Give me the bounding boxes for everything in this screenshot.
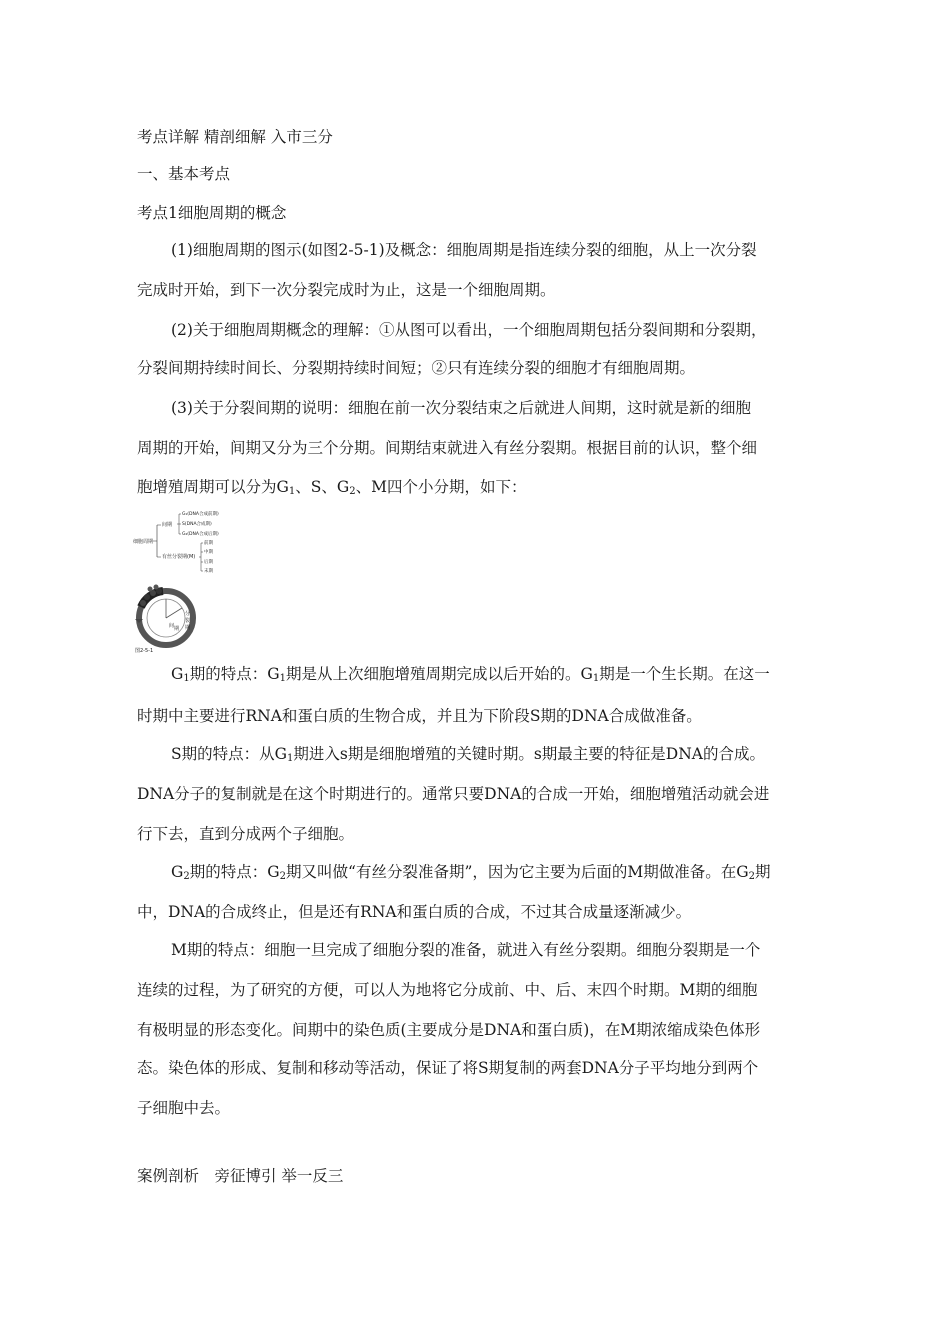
diagram-root-label: 细胞周期 [133,539,154,545]
diagram-stage-anaphase: 后期 [204,560,213,565]
s-paragraph-line-2: DNA分子的复制就是在这个时期进行的。通常只要DNA的合成一开始，细胞增殖活动就会进 [137,785,770,803]
diagram-g2-label: G₂(DNA合成后期) [182,532,219,537]
paragraph-3-line-2: 周期的开始，间期又分为三个分期。间期结束就进入有丝分裂期。根据目前的认识，整个细 [137,439,758,457]
paragraph-1-line-2: 完成时开始，到下一次分裂完成时为止，这是一个细胞周期。 [137,281,556,299]
paragraph-3-line-1: (3)关于分裂间期的说明：细胞在前一次分裂结束之后就进人间期，这时就是新的细胞 [171,399,751,417]
diagram-s-label: S(DNA合成期) [182,522,212,527]
g2-paragraph-line-2: 中，DNA的合成终止，但是还有RNA和蛋白质的合成，不过其合成量逐渐减少。 [137,903,692,921]
doc-title: 考点详解 精剖细解 入市三分 [137,128,333,146]
s-paragraph-line-3: 行下去，直到分成两个子细胞。 [137,825,355,843]
paragraph-2-line-1: (2)关于细胞周期概念的理解：①从图可以看出，一个细胞周期包括分裂间期和分裂期， [171,321,767,339]
topic-heading: 考点1细胞周期的概念 [137,204,287,222]
diagram-stage-telophase: 末期 [204,569,213,574]
m-paragraph-line-1: M期的特点：细胞一旦完成了细胞分裂的准备，就进入有丝分裂期。细胞分裂期是一个 [171,941,761,959]
m-paragraph-line-4: 态。染色体的形成、复制和移动等活动，保证了将S期复制的两套DNA分子平均地分到两个 [137,1059,759,1077]
g1-paragraph-line-1: $G_1$期的特点：$G_1$期是从上次细胞增殖周期完成以后开始的。$G_1$期是一个生长期。在这一 [171,665,770,684]
diagram-stage-prophase: 前期 [204,541,213,546]
diagram-stage-metaphase: 中期 [204,550,213,555]
g2-paragraph-line-1: $G_2$期的特点：$G_2$期又叫做“有丝分裂准备期”，因为它主要为后面的M期做准备。在$G_2$期 [171,863,771,882]
circle-label-jian: 间 [169,623,175,629]
case-analysis-heading: 案例剖析 旁征博引 举一反三 [137,1167,344,1185]
diagram-g1-label: G₁(DNA合成前期) [182,512,219,517]
cell-cycle-tree [133,510,219,574]
figure-caption: 图2-5-1 [135,648,154,654]
circle-label-qi-2: 期 [174,626,180,632]
circle-label-fen: 分 [185,611,191,617]
paragraph-1-line-1: (1)细胞周期的图示(如图2-5-1)及概念：细胞周期是指连续分裂的细胞，从上一次分裂 [171,241,757,259]
paragraph-3-line-3: 胞增殖周期可以分为$G_1$、S、$G_2$、M四个小分期，如下： [137,478,527,497]
circle-label-lie: 裂 [185,618,191,624]
g1-paragraph-line-2: 时期中主要进行RNA和蛋白质的生物合成，并且为下阶段S期的DNA合成做准备。 [137,707,702,725]
section-heading: 一、基本考点 [137,165,231,183]
cell-cycle-diagram [133,505,253,655]
diagram-mitosis-label: 有丝分裂期(M) [162,554,196,560]
circle-label-qi: 期 [185,625,191,631]
m-paragraph-line-2: 连续的过程，为了研究的方便，可以人为地将它分成前、中、后、末四个时期。M期的细胞 [137,981,758,999]
m-paragraph-line-3: 有极明显的形态变化。间期中的染色质(主要成分是DNA和蛋白质)，在M期浓缩成染色体形 [137,1021,761,1039]
diagram-interphase-label: 间期 [162,522,173,528]
paragraph-2-line-2: 分裂间期持续时间长、分裂期持续时间短；②只有连续分裂的细胞才有细胞周期。 [137,359,696,377]
s-paragraph-line-1: S期的特点：从$G_1$期进入s期是细胞增殖的关键时期。s期最主要的特征是DNA的合成。 [171,745,765,764]
cell-cycle-circle [135,585,193,646]
m-paragraph-line-5: 子细胞中去。 [137,1099,231,1117]
